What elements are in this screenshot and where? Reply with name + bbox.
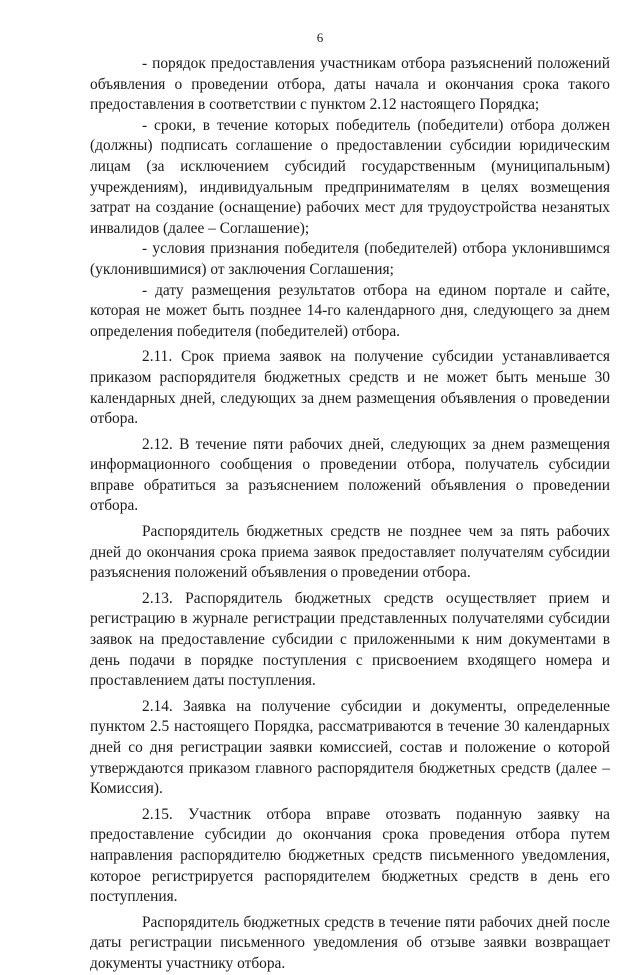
paragraph-2-11: 2.11. Срок приема заявок на получение субсидии устанавливается приказом распорядителя бюджетных средств и не может быть меньше 30 календарных дней, следующих за днем размещения объявления о проведении отбора. xyxy=(90,348,610,428)
paragraph-clarification-procedure: - порядок предоставления участникам отбора разъяснений положений объявления о проведении отбора, даты начала и окончания срока такого предоставления в соответствии с пунктом 2.12 настоящего Порядка; xyxy=(90,55,610,114)
paragraph-clarification-deadline: Распорядитель бюджетных средств не позднее чем за пять рабочих дней до окончания срока приема заявок предоставляет получателям субсидии разъяснения положений объявления о проведении отбора. xyxy=(90,523,610,582)
paragraph-2-12: 2.12. В течение пяти рабочих дней, следующих за днем размещения информационного сообщения о проведении отбора, получатель субсидии вправе обратиться за разъяснением положений объявления о проведении отбора. xyxy=(90,435,610,515)
paragraph-2-13: 2.13. Распорядитель бюджетных средств осуществляет прием и регистрацию в журнале регистрации представленных получателями субсидии заявок на предоставление субсидии с приложенными к ним документами в день подачи в порядке поступления с присвоением входящего номера и проставлением даты поступления. xyxy=(90,589,610,690)
paragraph-agreement-deadlines: - сроки, в течение которых победитель (победители) отбора должен (должны) подписать соглашение о предоставлении субсидии юридическим лицам (за исключением субсидий государственным (муниципальным) учреждениям), индивидуальным предпринимателям в целях возмещения затрат на создание (оснащение) рабочих мест для трудоустройства незанятых инвалидов (далее – Соглашение); xyxy=(90,116,610,237)
paragraph-2-14: 2.14. Заявка на получение субсидии и документы, определенные пунктом 2.5 настоящего Порядка, рассматриваются в течение 30 календарных дней со дня регистрации заявки комиссией, состав и положение о которой утверждаются приказом главного распорядителя бюджетных средств (далее – Комиссия). xyxy=(90,697,610,798)
paragraph-evasion-conditions: - условия признания победителя (победителей) отбора уклонившимся (уклонившимися) от заключения Соглашения; xyxy=(90,240,610,278)
page-number: 6 xyxy=(316,30,324,45)
paragraph-document-return: Распорядитель бюджетных средств в течение пяти рабочих дней после даты регистрации письменного уведомления об отзыве заявки возвращает документы участнику отбора. xyxy=(90,913,610,972)
document-body xyxy=(90,54,610,975)
paragraph-results-date: - дату размещения результатов отбора на едином портале и сайте, которая не может быть позднее 14-го календарного дня, следующего за днем определения победителя (победителей) отбора. xyxy=(90,281,610,340)
paragraph-2-15: 2.15. Участник отбора вправе отозвать поданную заявку на предоставление субсидии до окончания срока проведения отбора путем направления распорядителю бюджетных средств письменного уведомления, которое регистрируется распорядителем бюджетных средств в день его поступления. xyxy=(90,805,610,906)
